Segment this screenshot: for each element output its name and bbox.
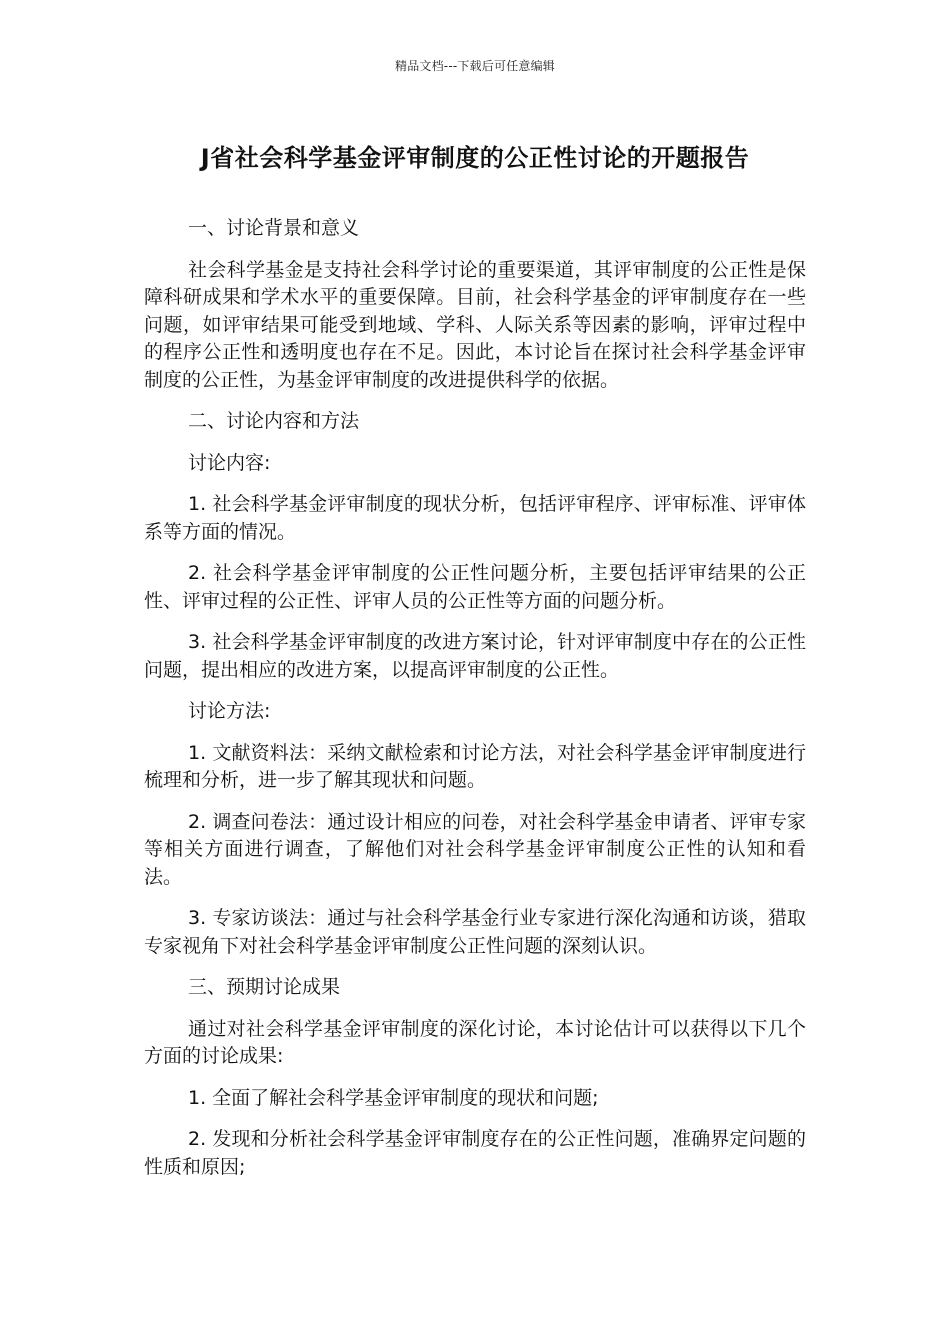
document-body bbox=[144, 215, 806, 1195]
section-heading-expected-results: 三、预期讨论成果 bbox=[188, 976, 341, 998]
section-heading-background: 一、讨论背景和意义 bbox=[188, 217, 360, 239]
paragraph-background: 社会科学基金是支持社会科学讨论的重要渠道，其评审制度的公正性是保障科研成果和学术水平的重要保障。目前，社会科学基金的评审制度存在一些问题，如评审结果可能受到地域、学科、人际关系等因素的影响，评审过程中的程序公正性和透明度也存在不足。因此，本讨论旨在探讨社会科学基金评审制度的公正性，为基金评审制度的改进提供科学的依据。 bbox=[144, 258, 806, 391]
document-title: J省社会科学基金评审制度的公正性讨论的开题报告 bbox=[200, 144, 750, 172]
method-item-3: 3. 专家访谈法：通过与社会科学基金行业专家进行深化沟通和访谈，猎取专家视角下对社会科学基金评审制度公正性问题的深刻认识。 bbox=[144, 907, 806, 957]
result-item-1: 1. 全面了解社会科学基金评审制度的现状和问题; bbox=[188, 1086, 599, 1109]
header-note: 精品文档---下载后可任意编辑 bbox=[395, 59, 555, 73]
result-item-2: 2. 发现和分析社会科学基金评审制度存在的公正性问题，准确界定问题的性质和原因; bbox=[144, 1128, 806, 1178]
section-heading-content-method: 二、讨论内容和方法 bbox=[188, 410, 360, 432]
content-item-2: 2. 社会科学基金评审制度的公正性问题分析，主要包括评审结果的公正性、评审过程的公正性、评审人员的公正性等方面的问题分析。 bbox=[144, 562, 806, 612]
content-label: 讨论内容: bbox=[188, 451, 271, 474]
method-item-2: 2. 调查问卷法：通过设计相应的问卷，对社会科学基金申请者、评审专家等相关方面进行调查，了解他们对社会科学基金评审制度公正性的认知和看法。 bbox=[144, 810, 806, 888]
method-item-1: 1. 文献资料法：采纳文献检索和讨论方法，对社会科学基金评审制度进行梳理和分析，进一步了解其现状和问题。 bbox=[144, 741, 806, 791]
method-label: 讨论方法: bbox=[188, 700, 271, 722]
paragraph-expected-results: 通过对社会科学基金评审制度的深化讨论，本讨论估计可以获得以下几个方面的讨论成果: bbox=[144, 1017, 806, 1067]
content-item-1: 1. 社会科学基金评审制度的现状分析，包括评审程序、评审标准、评审体系等方面的情况。 bbox=[144, 493, 806, 543]
content-item-3: 3. 社会科学基金评审制度的改进方案讨论，针对评审制度中存在的公正性问题，提出相应的改进方案，以提高评审制度的公正性。 bbox=[144, 631, 806, 681]
